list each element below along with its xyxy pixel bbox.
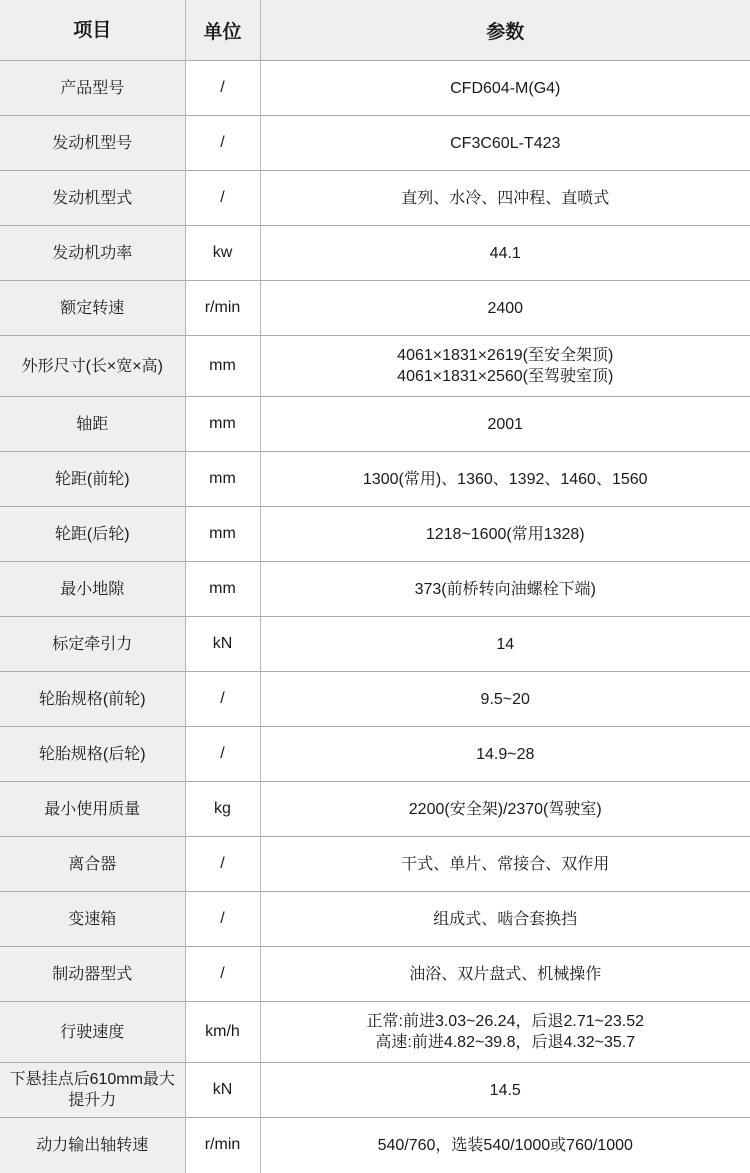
param-value <box>260 61 750 116</box>
param-value <box>260 837 750 892</box>
param-line: 1300(常用)、1360、1392、1460、1560 <box>362 470 648 488</box>
table-row <box>0 947 750 1002</box>
param-value <box>260 947 750 1002</box>
param-line: 44.1 <box>489 244 521 262</box>
table-row <box>0 452 750 507</box>
item-label: 发动机型号 <box>0 116 185 171</box>
param-value <box>260 617 750 672</box>
unit-value: kg <box>185 782 260 837</box>
unit-value: mm <box>185 562 260 617</box>
unit-value: / <box>185 892 260 947</box>
param-value <box>260 171 750 226</box>
table-row <box>0 397 750 452</box>
unit-value: / <box>185 947 260 1002</box>
param-line: 2200(安全架)/2370(驾驶室) <box>408 800 602 818</box>
item-label: 轮距(后轮) <box>0 507 185 562</box>
param-line: 油浴、双片盘式、机械操作 <box>409 965 602 983</box>
param-value <box>260 507 750 562</box>
unit-value: / <box>185 837 260 892</box>
unit-value: mm <box>185 397 260 452</box>
param-line: CFD604-M(G4) <box>450 79 561 97</box>
table-row <box>0 116 750 171</box>
param-value <box>260 336 750 397</box>
header-unit: 单位 <box>185 0 260 61</box>
param-line: 干式、单片、常接合、双作用 <box>401 855 610 873</box>
item-label: 离合器 <box>0 837 185 892</box>
table-row <box>0 562 750 617</box>
table-row <box>0 171 750 226</box>
param-value <box>260 116 750 171</box>
param-line: 9.5~20 <box>480 690 530 708</box>
item-label: 发动机型式 <box>0 171 185 226</box>
table-row <box>0 617 750 672</box>
param-line: 14.5 <box>489 1081 521 1099</box>
item-label: 发动机功率 <box>0 226 185 281</box>
table-row <box>0 727 750 782</box>
item-label: 轮胎规格(后轮) <box>0 727 185 782</box>
param-line: 2001 <box>487 415 524 433</box>
item-label: 轮距(前轮) <box>0 452 185 507</box>
param-value <box>260 892 750 947</box>
param-line: 2400 <box>487 299 524 317</box>
param-value <box>260 672 750 727</box>
unit-value: mm <box>185 507 260 562</box>
table-row <box>0 1063 750 1118</box>
param-line: 14.9~28 <box>476 745 535 763</box>
unit-value: / <box>185 727 260 782</box>
item-label: 制动器型式 <box>0 947 185 1002</box>
unit-value: r/min <box>185 1118 260 1173</box>
param-line: 373(前桥转向油螺栓下端) <box>414 580 596 598</box>
table-header-row <box>0 0 750 61</box>
item-label: 最小地隙 <box>0 562 185 617</box>
param-value <box>260 562 750 617</box>
item-label: 动力输出轴转速 <box>0 1118 185 1173</box>
table-row <box>0 672 750 727</box>
param-value <box>260 1118 750 1173</box>
table-row <box>0 226 750 281</box>
unit-value: / <box>185 61 260 116</box>
unit-value: kw <box>185 226 260 281</box>
item-label: 额定转速 <box>0 281 185 336</box>
table-row <box>0 782 750 837</box>
header-param: 参数 <box>260 0 750 61</box>
item-label: 下悬挂点后610mm最大提升力 <box>0 1063 185 1118</box>
unit-value: / <box>185 672 260 727</box>
item-label: 轴距 <box>0 397 185 452</box>
item-label: 轮胎规格(前轮) <box>0 672 185 727</box>
param-value <box>260 1002 750 1063</box>
unit-value: mm <box>185 336 260 397</box>
param-value <box>260 727 750 782</box>
table-row <box>0 281 750 336</box>
table-row <box>0 892 750 947</box>
param-line: 1218~1600(常用1328) <box>425 525 585 543</box>
header-item: 项目 <box>0 0 185 61</box>
table-row <box>0 1118 750 1173</box>
item-label: 最小使用质量 <box>0 782 185 837</box>
param-line: 14 <box>496 635 515 653</box>
item-label: 行驶速度 <box>0 1002 185 1063</box>
table-row <box>0 336 750 397</box>
item-label: 变速箱 <box>0 892 185 947</box>
item-label: 外形尺寸(长×宽×高) <box>0 336 185 397</box>
param-value <box>260 782 750 837</box>
param-line: 4061×1831×2619(至安全架顶) <box>397 347 614 364</box>
unit-value: / <box>185 116 260 171</box>
param-value <box>260 452 750 507</box>
param-line: 组成式、啮合套换挡 <box>433 910 578 928</box>
param-value <box>260 1063 750 1118</box>
table-row <box>0 61 750 116</box>
param-value <box>260 397 750 452</box>
unit-value: mm <box>185 452 260 507</box>
unit-value: km/h <box>185 1002 260 1063</box>
unit-value: kN <box>185 617 260 672</box>
param-line: 540/760，选装540/1000或760/1000 <box>377 1136 633 1154</box>
table-row <box>0 1002 750 1063</box>
param-line: 高速:前进4.82~39.8，后退4.32~35.7 <box>375 1034 636 1051</box>
table-row <box>0 507 750 562</box>
param-line: 4061×1831×2560(至驾驶室顶) <box>397 368 614 385</box>
param-line: 正常:前进3.03~26.24，后退2.71~23.52 <box>366 1013 644 1030</box>
param-line: 直列、水冷、四冲程、直喷式 <box>401 189 610 207</box>
unit-value: r/min <box>185 281 260 336</box>
item-label: 标定牵引力 <box>0 617 185 672</box>
unit-value: / <box>185 171 260 226</box>
param-value <box>260 281 750 336</box>
param-line: CF3C60L-T423 <box>450 134 561 152</box>
item-label: 产品型号 <box>0 61 185 116</box>
table-row <box>0 837 750 892</box>
param-value <box>260 226 750 281</box>
unit-value: kN <box>185 1063 260 1118</box>
